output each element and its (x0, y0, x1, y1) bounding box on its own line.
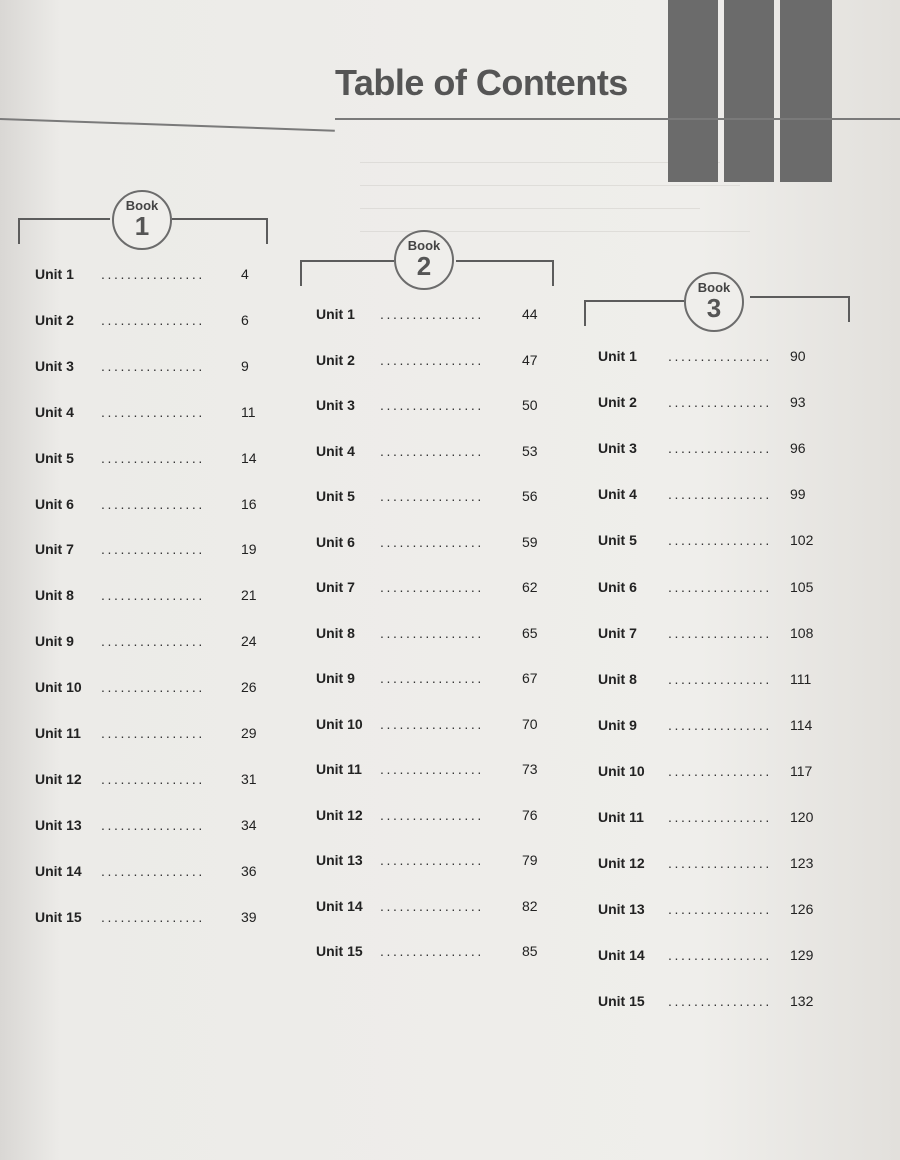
dot-leader: ................ (380, 443, 484, 459)
page-number: 31 (241, 771, 257, 787)
page-number: 19 (241, 541, 257, 557)
unit-label: Unit 13 (316, 852, 363, 868)
toc-entry (598, 763, 830, 787)
toc-entry (316, 852, 562, 876)
dot-leader: ................ (668, 809, 772, 825)
unit-label: Unit 7 (316, 579, 355, 595)
page-number: 96 (790, 440, 806, 456)
dot-leader: ................ (668, 855, 772, 871)
dot-leader: ................ (101, 633, 205, 649)
book-1-bracket-leg (266, 218, 268, 244)
page-number: 114 (790, 717, 813, 733)
page-number: 21 (241, 587, 257, 603)
toc-entry (35, 541, 281, 565)
page-number: 117 (790, 763, 813, 779)
unit-label: Unit 8 (35, 587, 74, 603)
toc-entry (316, 761, 562, 785)
page-number: 53 (522, 443, 538, 459)
page-number: 59 (522, 534, 538, 550)
dot-leader: ................ (101, 266, 205, 282)
book-3-bracket (750, 296, 850, 298)
page-number: 73 (522, 761, 538, 777)
dot-leader: ................ (380, 807, 484, 823)
dot-leader: ................ (101, 587, 205, 603)
dot-leader: ................ (380, 852, 484, 868)
unit-label: Unit 4 (598, 486, 637, 502)
unit-label: Unit 6 (598, 579, 637, 595)
unit-label: Unit 14 (598, 947, 645, 963)
dot-leader: ................ (668, 901, 772, 917)
book-3-label: Book (697, 280, 731, 295)
unit-label: Unit 5 (316, 488, 355, 504)
unit-label: Unit 6 (35, 496, 74, 512)
book-3-badge (684, 272, 744, 332)
unit-label: Unit 15 (316, 943, 363, 959)
dot-leader: ................ (380, 943, 484, 959)
dot-leader: ................ (101, 450, 205, 466)
unit-label: Unit 14 (316, 898, 363, 914)
toc-entry (598, 394, 830, 418)
dot-leader: ................ (101, 771, 205, 787)
dot-leader: ................ (101, 496, 205, 512)
page-number: 123 (790, 855, 814, 871)
page-number: 129 (790, 947, 814, 963)
dot-leader: ................ (380, 761, 484, 777)
page-number: 62 (522, 579, 538, 595)
dot-leader: ................ (668, 486, 772, 502)
unit-label: Unit 8 (598, 671, 637, 687)
toc-entry (35, 909, 281, 933)
toc-entry (35, 312, 281, 336)
dot-leader: ................ (380, 534, 484, 550)
page-number: 24 (241, 633, 257, 649)
page-number: 79 (522, 852, 538, 868)
page-number: 99 (790, 486, 806, 502)
toc-entry (35, 404, 281, 428)
book-2-bracket (300, 260, 394, 262)
page-number: 102 (790, 532, 814, 548)
page-number: 85 (522, 943, 538, 959)
page-number: 44 (522, 306, 538, 322)
toc-entry (598, 486, 830, 510)
toc-entry (35, 679, 281, 703)
page-number: 76 (522, 807, 538, 823)
page-title: Table of Contents (335, 62, 628, 103)
dot-leader: ................ (668, 394, 772, 410)
unit-label: Unit 11 (316, 761, 362, 777)
book-1-bracket (18, 218, 110, 220)
toc-entry (35, 633, 281, 657)
book-1-number: 1 (134, 211, 150, 241)
page-number: 111 (790, 671, 812, 687)
toc-entry (598, 579, 830, 603)
page-number: 6 (241, 312, 249, 328)
dot-leader: ................ (668, 348, 772, 364)
header-bar (724, 0, 774, 182)
book-1-label: Book (125, 198, 159, 213)
dot-leader: ................ (380, 625, 484, 641)
dot-leader: ................ (380, 488, 484, 504)
book-1-badge (112, 190, 172, 250)
page-number: 11 (241, 404, 256, 420)
toc-entry (598, 532, 830, 556)
unit-label: Unit 3 (316, 397, 355, 413)
book-2-label: Book (407, 238, 441, 253)
dot-leader: ................ (668, 993, 772, 1009)
dot-leader: ................ (380, 397, 484, 413)
toc-entry (35, 358, 281, 382)
page-number: 56 (522, 488, 538, 504)
dot-leader: ................ (668, 947, 772, 963)
toc-entry (316, 625, 562, 649)
toc-entry (598, 809, 830, 833)
page-number: 90 (790, 348, 806, 364)
unit-label: Unit 8 (316, 625, 355, 641)
unit-label: Unit 3 (35, 358, 74, 374)
page-number: 9 (241, 358, 249, 374)
page-number: 14 (241, 450, 257, 466)
book-2-bracket-leg (552, 260, 554, 286)
page-number: 26 (241, 679, 257, 695)
unit-label: Unit 1 (316, 306, 355, 322)
unit-label: Unit 2 (598, 394, 637, 410)
unit-label: Unit 5 (35, 450, 74, 466)
page-number: 36 (241, 863, 257, 879)
toc-entry (598, 440, 830, 464)
dot-leader: ................ (101, 541, 205, 557)
toc-entry (598, 671, 830, 695)
unit-label: Unit 6 (316, 534, 355, 550)
toc-entry (35, 450, 281, 474)
page-number: 65 (522, 625, 538, 641)
toc-entry (316, 579, 562, 603)
toc-entry (35, 587, 281, 611)
page-number: 47 (522, 352, 538, 368)
toc-entry (316, 670, 562, 694)
toc-entry (35, 771, 281, 795)
dot-leader: ................ (668, 717, 772, 733)
unit-label: Unit 12 (35, 771, 82, 787)
dot-leader: ................ (380, 716, 484, 732)
toc-entry (316, 898, 562, 922)
book-1-bracket (172, 218, 268, 220)
dot-leader: ................ (101, 312, 205, 328)
toc-entry (598, 625, 830, 649)
unit-label: Unit 13 (598, 901, 645, 917)
dot-leader: ................ (380, 898, 484, 914)
page-number: 39 (241, 909, 257, 925)
book-3-number: 3 (706, 293, 722, 323)
unit-label: Unit 1 (598, 348, 637, 364)
unit-label: Unit 11 (598, 809, 644, 825)
toc-entry (598, 947, 830, 971)
dot-leader: ................ (380, 352, 484, 368)
unit-label: Unit 15 (598, 993, 645, 1009)
unit-label: Unit 10 (316, 716, 363, 732)
book-3-bracket-leg (584, 300, 586, 326)
unit-label: Unit 10 (35, 679, 82, 695)
page-number: 29 (241, 725, 257, 741)
dot-leader: ................ (101, 404, 205, 420)
book-2-bracket (456, 260, 554, 262)
page-number: 34 (241, 817, 257, 833)
dot-leader: ................ (101, 909, 205, 925)
dot-leader: ................ (668, 625, 772, 641)
title-underline (335, 118, 900, 120)
unit-label: Unit 2 (316, 352, 355, 368)
toc-entry (316, 943, 562, 967)
unit-label: Unit 12 (316, 807, 363, 823)
dot-leader: ................ (380, 579, 484, 595)
dot-leader: ................ (101, 358, 205, 374)
unit-label: Unit 5 (598, 532, 637, 548)
dot-leader: ................ (101, 725, 205, 741)
toc-entry (316, 807, 562, 831)
unit-label: Unit 9 (598, 717, 637, 733)
page-number: 120 (790, 809, 814, 825)
toc-entry (598, 855, 830, 879)
book-3-bracket (584, 300, 684, 302)
unit-label: Unit 15 (35, 909, 82, 925)
page-number: 67 (522, 670, 538, 686)
page-number: 50 (522, 397, 538, 413)
page-number: 93 (790, 394, 806, 410)
dot-leader: ................ (380, 670, 484, 686)
unit-label: Unit 11 (35, 725, 81, 741)
unit-label: Unit 3 (598, 440, 637, 456)
book-1-bracket-leg (18, 218, 20, 244)
unit-label: Unit 4 (35, 404, 74, 420)
toc-entry (35, 725, 281, 749)
page-number: 70 (522, 716, 538, 732)
dot-leader: ................ (668, 671, 772, 687)
unit-label: Unit 13 (35, 817, 82, 833)
page-number: 132 (790, 993, 814, 1009)
dot-leader: ................ (668, 579, 772, 595)
page-number: 82 (522, 898, 538, 914)
unit-label: Unit 2 (35, 312, 74, 328)
toc-entry (598, 717, 830, 741)
page-number: 4 (241, 266, 249, 282)
toc-entry (316, 397, 562, 421)
dot-leader: ................ (380, 306, 484, 322)
toc-entry (35, 266, 281, 290)
toc-entry (316, 352, 562, 376)
book-2-number: 2 (416, 251, 432, 281)
unit-label: Unit 9 (35, 633, 74, 649)
page-number: 105 (790, 579, 814, 595)
toc-entry (598, 901, 830, 925)
page-number: 108 (790, 625, 814, 641)
toc-entry (598, 993, 830, 1017)
page-number: 126 (790, 901, 814, 917)
dot-leader: ................ (668, 532, 772, 548)
unit-label: Unit 4 (316, 443, 355, 459)
toc-entry (316, 716, 562, 740)
toc-entry (316, 534, 562, 558)
toc-entry (35, 817, 281, 841)
unit-label: Unit 1 (35, 266, 74, 282)
toc-entry (316, 488, 562, 512)
book-3-bracket-leg (848, 296, 850, 322)
header-bar (780, 0, 832, 182)
header-bar (668, 0, 718, 182)
dot-leader: ................ (101, 863, 205, 879)
dot-leader: ................ (668, 763, 772, 779)
book-2-badge (394, 230, 454, 290)
unit-label: Unit 7 (35, 541, 74, 557)
toc-entry (598, 348, 830, 372)
unit-label: Unit 10 (598, 763, 645, 779)
dot-leader: ................ (101, 679, 205, 695)
toc-entry (35, 496, 281, 520)
unit-label: Unit 9 (316, 670, 355, 686)
unit-label: Unit 7 (598, 625, 637, 641)
dot-leader: ................ (668, 440, 772, 456)
toc-entry (316, 306, 562, 330)
book-2-bracket-leg (300, 260, 302, 286)
unit-label: Unit 12 (598, 855, 645, 871)
toc-entry (316, 443, 562, 467)
toc-entry (35, 863, 281, 887)
dot-leader: ................ (101, 817, 205, 833)
unit-label: Unit 14 (35, 863, 82, 879)
page-number: 16 (241, 496, 257, 512)
